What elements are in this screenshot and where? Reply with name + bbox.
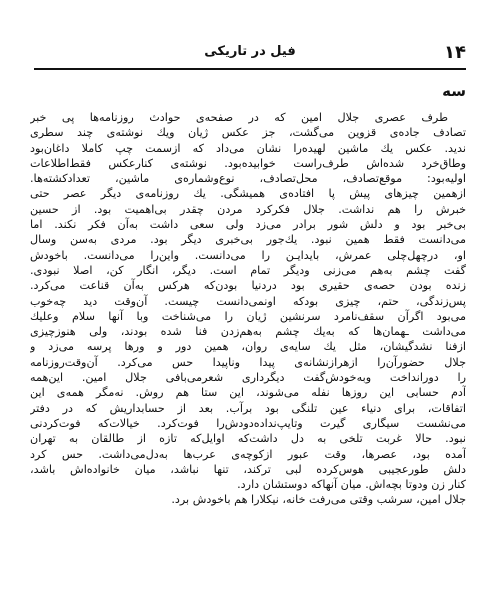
text-line: ندید. عکس یك ماشین لهیده‌را نشان می‌داد که ازسمت چپ کاملا داغان‌بود — [30, 141, 466, 155]
text-line: تصادف جاده‌ی قزوین می‌گشت، جز عکس ژیان ویك نوشته‌ی چند سطری — [30, 126, 466, 140]
text-line: خبرش را هم نداشت. جلال فکرکرد مردن چقدر بی‌اهمیت بود. از حسین — [30, 202, 466, 216]
text-line: آدم حسابی این روزها نفله می‌شوند، این ستا هم روش. نه‌مگر همه‌ی این — [30, 386, 466, 400]
text-line: را دورانداخت وبه‌خودش‌گفت دیگرداری شعرمی‌بافی جلال امین. این‌همه — [30, 371, 466, 385]
section-heading: سه — [442, 82, 466, 100]
text-line: دلش طورعجیبی هوس‌کرده لبی ترکند، تنها نباشد، میان خانواده‌اش باشد، — [30, 462, 466, 476]
text-line: جلال امین، سرشب وقتی می‌رفت خانه، نیکلارا هم باخودش برد. — [171, 493, 466, 507]
page-number: ۱۴ — [444, 42, 466, 63]
text-line: ازهمین چیزهای پیش پا افتاده‌ی همیشگی. یك روزنامه‌ی دیگر عصر حتی — [30, 187, 466, 201]
text-line: می‌دانست فقط همین نبود. یك‌جور بی‌خبری دیگر بود. مردی به‌سن وسال — [30, 233, 466, 247]
text-line: کنار زن ودوتا بچه‌اش. میان آنهاکه دوستشان دارد. — [237, 478, 466, 492]
text-line: وطاق‌خرد شده‌اش طرف‌راست خوابیده‌بود. نوشته‌ی کنارعکس فقط‌اطلاعات — [30, 156, 466, 170]
text-line: طرف عصری جلال امین که در صفحه‌ی حوادث روزنامه‌ها پی خبر — [30, 111, 448, 124]
text-line: پس‌زندگی، حتم، چیزی بودکه اونمی‌دانست چیست. آن‌وقت دید چه‌خوب — [30, 294, 466, 308]
text-line: می‌بود اگرآن سقف‌نامرد سرنشین ژیان را می‌شناخت وبا آنها سلام وعلیك — [30, 309, 466, 323]
text-line: ازفنا نشدگیشان، مثل یك سایه‌ی روان، همین دور و ورها پرسه می‌زد و — [30, 340, 466, 354]
header-rule — [34, 68, 466, 70]
running-title: فیل در تاریکی — [204, 44, 296, 59]
text-line: اولیه‌بود: موقع‌تصادف، محل‌تصادف، نوع‌وشماره‌ی ماشین، تعدادکشته‌ها. — [30, 172, 466, 186]
text-line: بی‌خبر بود و دلش شور برادر می‌زد ولی سعی داشت به‌آن فکر نکند. اما — [30, 218, 466, 232]
text-line: زنده بودن حصه‌ی حقیری بود دردنیا بودن‌که هرکس به‌آن قناعت می‌کرد. — [30, 279, 466, 293]
page-header — [34, 38, 466, 68]
text-line: آمده بود، عصرها، وقت عبور ازکوچه‌ی عرب‌ها به‌دل‌می‌داشت. حس کرد — [30, 447, 466, 461]
text-line: می‌داشت ـهمان‌ها که به‌یك چشم به‌هم‌زدن فنا شده بودند، ولی هنوزچیزی — [30, 325, 466, 339]
text-line: جلال حضورآن‌را ازهرازنشانه‌ی پیدا وناپیدا حس می‌کرد. آن‌وقت‌روزنامه — [30, 355, 466, 369]
text-line: می‌نشست سیگاری گیرت وتایپ‌نداده‌دودش‌را فوت‌کرد. خیالات‌که فوت‌کردنی — [30, 416, 466, 430]
body-text — [30, 110, 466, 508]
text-line: او، درچهل‌چلی عمرش، بایدایـن را می‌دانست. واین‌را می‌دانست. باخودش — [30, 248, 466, 262]
text-line: اتفاقات، برای دنیاء عین تلنگی بود بر‌آب. بعد از حسابداریش که در دفتر — [30, 401, 466, 415]
text-line: نبود. حالا غربت تلخی به دل داشت‌که اوایل‌که تازه از طالقان به تهران — [30, 432, 466, 446]
text-line: گفت چشم به‌هم می‌زنی ودیگر تمام است. دیگر، انگار کن، اصلا نبودی. — [30, 263, 466, 277]
